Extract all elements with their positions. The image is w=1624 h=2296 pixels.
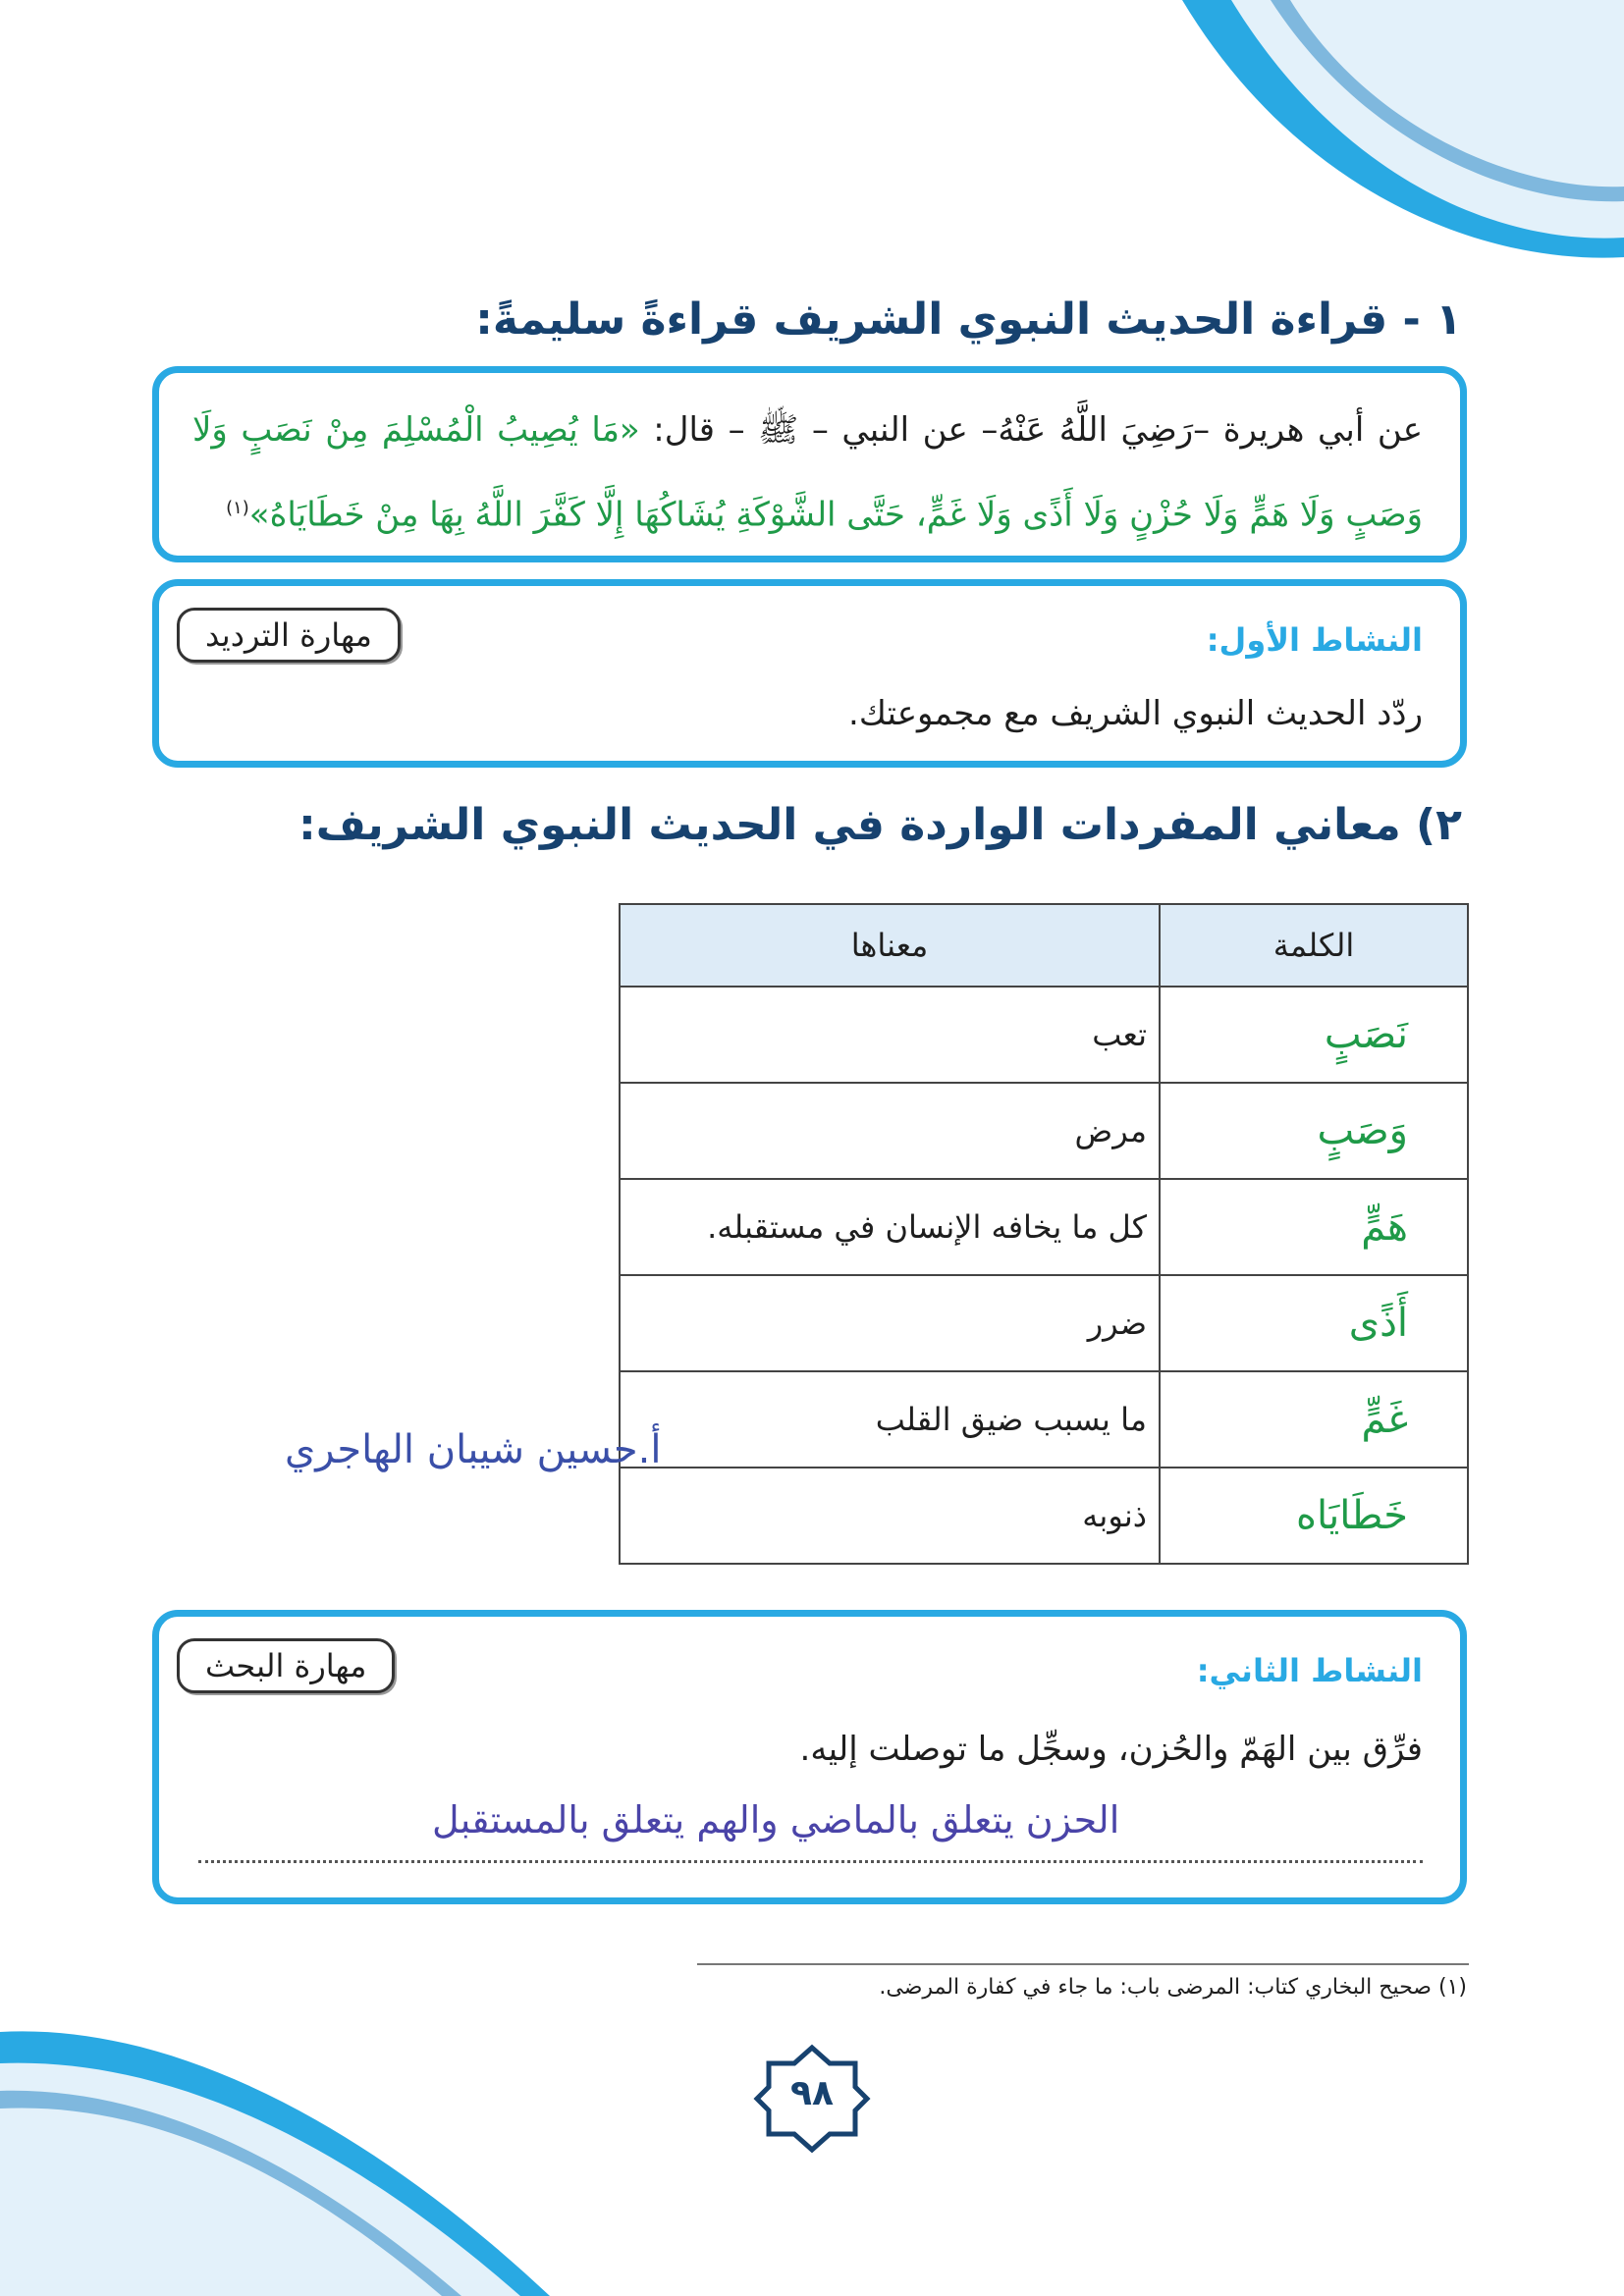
hadith-intro: عن أبي هريرة –رَضِيَ اللَّهُ عَنْهُ– عن النبي – ﷺ – قال: [639, 410, 1424, 450]
footnote-text: (١) صحيح البخاري كتاب: المرضى باب: ما جاء في كفارة المرضى. [879, 1975, 1467, 2000]
activity1-title: النشاط الأول: [1206, 621, 1423, 659]
activity2-box [152, 1610, 1467, 1904]
vocab-word: هَمٍّ [1160, 1179, 1468, 1275]
table-row [620, 1179, 1468, 1275]
vocab-header-word: الكلمة [1160, 904, 1468, 987]
author-signature: أ.حسين شيبان الهاجري [285, 1427, 662, 1472]
footnote-mark: (١) [226, 498, 249, 518]
activity1-box [152, 579, 1467, 768]
table-row [620, 1468, 1468, 1564]
hadith-text-block [192, 391, 1423, 554]
vocab-meaning: تعب [620, 987, 1160, 1083]
page-number: ٩٨ [790, 2073, 834, 2113]
table-row [620, 1275, 1468, 1371]
vocab-meaning: ضرر [620, 1275, 1160, 1371]
vocab-header-meaning: معناها [620, 904, 1160, 987]
table-row [620, 1083, 1468, 1179]
hadith-quote: «مَا يُصِيبُ الْمُسْلِمَ مِنْ نَصَبٍ وَلَا وَصَبٍ وَلَا هَمٍّ وَلَا حُزْنٍ وَلَا أَذًى وَلَا غَمٍّ، حَتَّى الشَّوْكَةِ يُشَاكُهَا إِلَّا كَفَّرَ اللَّهُ بِهَا مِنْ خَطَايَاهُ» [192, 410, 1423, 535]
vocab-meaning: ذنوبه [620, 1468, 1160, 1564]
activity1-instruction: ردّد الحديث النبوي الشريف مع مجموعتك. [848, 694, 1423, 733]
vocab-meaning: كل ما يخافه الإنسان في مستقبله. [620, 1179, 1160, 1275]
section1-heading: ١ - قراءة الحديث النبوي الشريف قراءةً سليمةً: [475, 294, 1462, 345]
vocab-table [619, 903, 1469, 1565]
vocab-word: أَذًى [1160, 1275, 1468, 1371]
vocab-word: وَصَبٍ [1160, 1083, 1468, 1179]
activity1-skill-badge: مهارة الترديد [177, 608, 401, 663]
activity2-title: النشاط الثاني: [1196, 1652, 1423, 1689]
vocab-word: غَمٍّ [1160, 1371, 1468, 1468]
section2-heading: ٢) معاني المفردات الواردة في الحديث النبوي الشريف: [298, 800, 1462, 850]
vocab-meaning: ما يسبب ضيق القلب [620, 1371, 1160, 1468]
activity2-skill-badge: مهارة البحث [177, 1638, 395, 1693]
table-row [620, 1371, 1468, 1468]
footnote-divider [697, 1963, 1469, 1965]
top-corner-decoration [1074, 0, 1624, 275]
activity2-instruction: فرِّق بين الهَمّ والحُزن، وسجِّل ما توصلت إليه. [799, 1730, 1423, 1769]
vocab-word: نَصَبٍ [1160, 987, 1468, 1083]
vocab-header-row [620, 904, 1468, 987]
vocab-meaning: مرض [620, 1083, 1160, 1179]
table-row [620, 987, 1468, 1083]
hadith-box [152, 366, 1467, 562]
vocab-word: خَطَايَاه [1160, 1468, 1468, 1564]
handwritten-answer: الحزن يتعلق بالماضي والهم يتعلق بالمستقبل [432, 1798, 1120, 1842]
bottom-corner-decoration [0, 1973, 550, 2296]
